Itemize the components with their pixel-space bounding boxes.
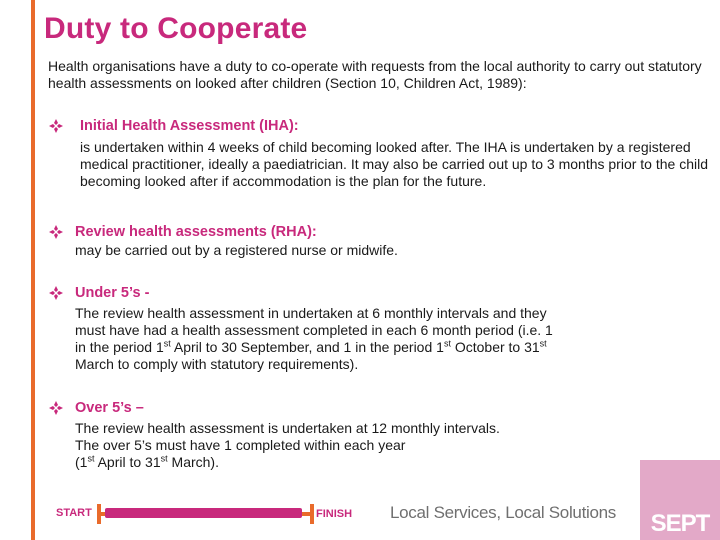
diamond-bullet-icon bbox=[48, 400, 64, 416]
body-line: The review health assessment in undertaken at 6 monthly intervals and they bbox=[75, 305, 547, 321]
bullet-heading: Over 5’s – bbox=[75, 400, 144, 416]
bullet-heading: Initial Health Assessment (IHA): bbox=[80, 118, 299, 134]
bullet-iha bbox=[48, 118, 708, 208]
body-line: must have had a health assessment completed in each 6 month period (i.e. 1 bbox=[75, 322, 553, 338]
bullet-body bbox=[75, 420, 703, 471]
body-line: The review health assessment is undertaken at 12 monthly intervals. bbox=[75, 420, 500, 436]
diamond-bullet-icon bbox=[48, 118, 64, 134]
superscript: st bbox=[87, 453, 95, 464]
bullet-over-5s bbox=[48, 400, 708, 480]
bullet-heading: Under 5’s - bbox=[75, 285, 150, 301]
bullet-heading: Review health assessments (RHA): bbox=[75, 224, 317, 240]
body-line: March to comply with statutory requirements). bbox=[75, 356, 359, 372]
text-run: in the period 1 bbox=[75, 339, 164, 355]
bullet-under-5s bbox=[48, 285, 708, 377]
bullet-body bbox=[75, 305, 703, 373]
bullet-body: may be carried out by a registered nurse or midwife. bbox=[75, 242, 398, 258]
diamond-bullet-icon bbox=[48, 285, 64, 301]
logo-text: SEPT bbox=[650, 510, 710, 537]
bullet-rha bbox=[48, 224, 708, 264]
superscript: st bbox=[539, 338, 547, 349]
body-line: The over 5’s must have 1 completed within each year bbox=[75, 437, 406, 453]
bullet-body: is undertaken within 4 weeks of child becoming looked after. The IHA is undertaken by a registered medical practitioner, ideally a paediatrician. It may also be carried out up to 3 months prior to the child becoming looked after if accommodation is the plan for the future. bbox=[80, 139, 708, 189]
text-run: April to 31 bbox=[94, 454, 161, 470]
left-accent-rule bbox=[31, 0, 35, 540]
text-run: March). bbox=[167, 454, 219, 470]
body-line bbox=[75, 339, 703, 356]
superscript: st bbox=[163, 338, 171, 349]
finish-label: FINISH bbox=[316, 508, 353, 520]
progress-fill bbox=[105, 508, 302, 518]
text-run: April to 30 September, and 1 in the period 1 bbox=[170, 339, 444, 355]
progress-indicator bbox=[56, 500, 366, 528]
slide-title: Duty to Cooperate bbox=[44, 12, 308, 45]
superscript: st bbox=[443, 338, 451, 349]
start-label: START bbox=[56, 507, 92, 519]
body-line bbox=[75, 454, 703, 471]
text-run: October to 31 bbox=[450, 339, 540, 355]
intro-paragraph: Health organisations have a duty to co-operate with requests from the local authority to carry out statutory health assessments on looked after children (Section 10, Children Act, 1989): bbox=[48, 58, 702, 91]
tagline: Local Services, Local Solutions bbox=[390, 503, 616, 522]
sept-logo bbox=[640, 460, 720, 540]
progress-cap-right bbox=[310, 504, 314, 524]
superscript: st bbox=[160, 453, 168, 464]
diamond-bullet-icon bbox=[48, 224, 64, 240]
text-run: (1 bbox=[75, 454, 88, 470]
